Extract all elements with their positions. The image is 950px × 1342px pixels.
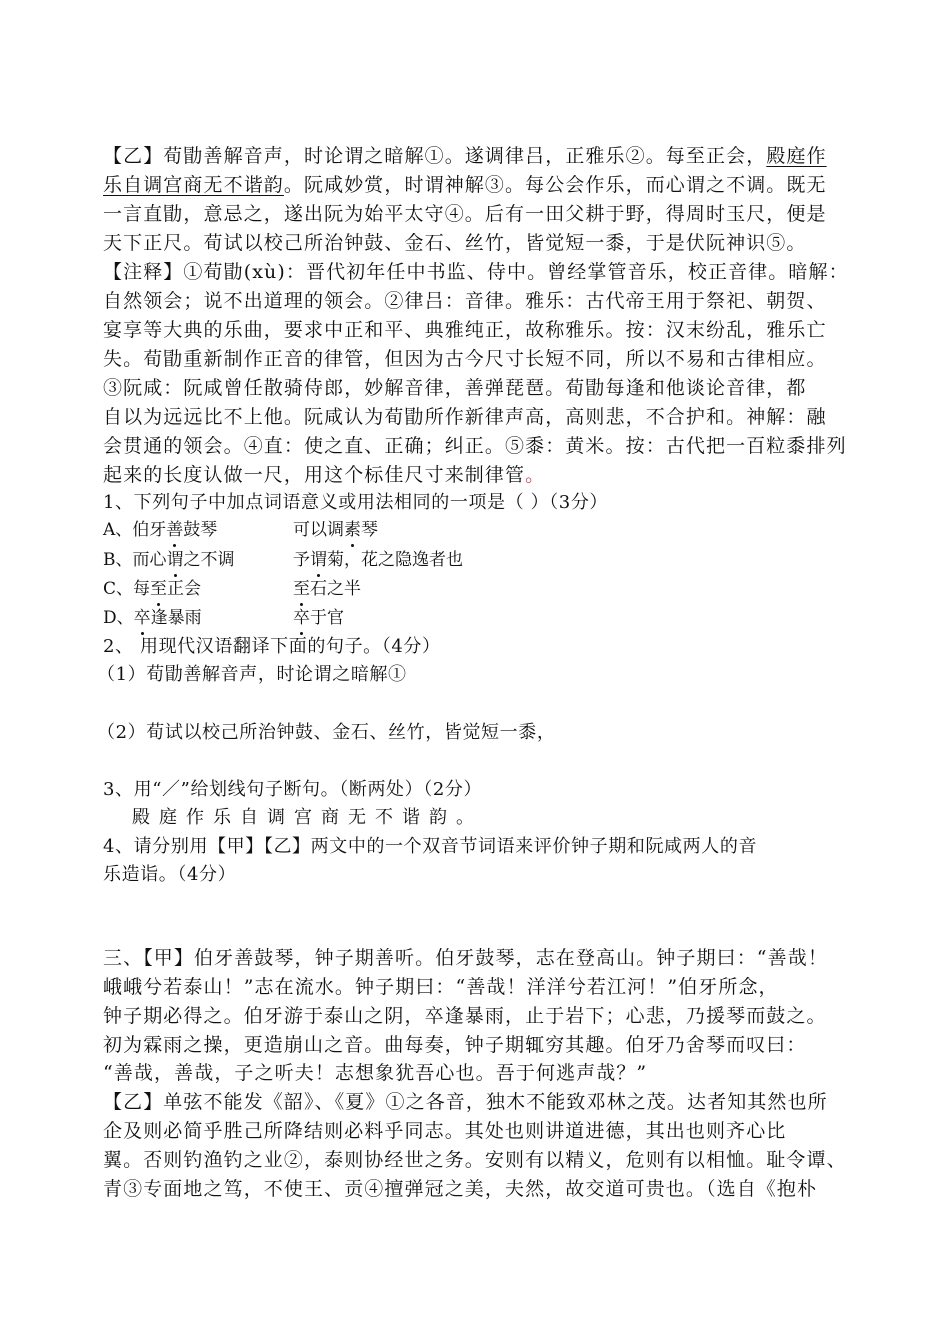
notes-line-5: ③阮咸：阮咸曾任散骑侍郎，妙解音律，善弹琵琶。荀勖每逢和他谈论音律，都 — [103, 377, 807, 399]
s3-yi-line-3: 翼。否则钓渔钓之业②，泰则协经世之务。安则有以精义，危则有以相恤。耻令谭、 — [103, 1149, 847, 1171]
s3-jia-line-1: 三、【甲】伯牙善鼓琴，钟子期善听。伯牙鼓琴，志在登高山。钟子期曰：“善哉！ — [103, 947, 828, 969]
q1-option-a-left — [103, 518, 217, 542]
notes-line-2: 自然领会；说不出道理的领会。②律吕：音律。雅乐：古代帝王用于祭祀、朝贺、 — [103, 290, 827, 312]
red-period: 。 — [525, 464, 546, 486]
text-segment: 菊，花之隐逸者也 — [327, 550, 463, 570]
option-letter: A、 — [103, 520, 133, 540]
dotted-word: 卒 — [293, 608, 310, 628]
text-segment: 正会 — [167, 579, 202, 599]
s3-yi-line-4: 青③专面地之笃，不使王、贡④擅弹冠之美，夫然，故交道可贵也。（选自《抱朴 — [103, 1178, 818, 1200]
yi-passage-line-2 — [103, 172, 827, 198]
s3-yi-line-1: 【乙】单弦不能发《韶》、《夏》①之各音，独木不能致邓林之茂。达者知其然也所 — [103, 1091, 828, 1113]
yi-passage-line-4: 天下正尺。荀试以校己所治钟鼓、金石、丝竹，皆觉短一黍，于是伏阮神识⑤。 — [103, 232, 807, 254]
option-letter: D、 — [103, 608, 134, 628]
dotted-word: 谓 — [166, 550, 184, 570]
text-segment: 逢暴雨 — [150, 608, 202, 628]
q1-option-b-right — [293, 548, 463, 572]
s3-yi-line-2: 企及则必简乎胜己所降结则必料乎同志。其处也则讲道进德，其出也则齐心比 — [103, 1120, 787, 1142]
q1-option-c-right — [293, 577, 361, 601]
q3-stem: 3、用“／”给划线句子断句。（断两处）（2分） — [103, 779, 483, 800]
dotted-word: 素 — [344, 520, 361, 540]
notes-line-3: 宴享等大典的乐曲，要求中正和平、典雅纯正，故称雅乐。按：汉末纷乱，雅乐亡 — [103, 319, 827, 341]
text-segment: 之不调 — [183, 550, 235, 570]
dotted-word: 善 — [166, 520, 184, 540]
q2-stem: 2、 用现代汉语翻译下面的句子。（4分） — [103, 636, 441, 657]
q1-stem: 1、下列句子中加点词语意义或用法相同的一项是（ ）（3分） — [103, 492, 609, 513]
dotted-word: 至 — [293, 579, 310, 599]
text-segment: 。阮咸妙赏，时谓神解③。每公会作乐，而心谓之不调。既无 — [283, 174, 827, 196]
text-segment: 而心 — [132, 550, 167, 570]
text-segment: 每 — [133, 579, 151, 599]
s3-jia-line-5: “善哉，善哉，子之听夫！志想象犹吾心也。吾于何逃声哉？” — [103, 1062, 648, 1084]
yi-passage-line-1 — [103, 143, 827, 169]
dotted-word: 至 — [150, 579, 168, 599]
q1-option-a-right — [293, 518, 378, 542]
dotted-word: 卒 — [133, 608, 151, 628]
q1-option-b-left — [103, 548, 235, 572]
s3-jia-line-4: 初为霖雨之操，更造崩山之音。曲每奏，钟子期辄穷其趣。伯牙乃舍琴而叹曰： — [103, 1034, 807, 1056]
q1-option-d-left — [103, 606, 202, 630]
text-segment: 起来的长度认做一尺，用这个标佳尺寸来制律管 — [103, 464, 526, 486]
text-segment: 予 — [293, 550, 310, 570]
text-segment: 于官 — [310, 608, 344, 628]
text-segment: 可以调 — [293, 520, 344, 540]
q2-sentence-1: （1）荀勖善解音声，时论谓之暗解① — [97, 664, 407, 685]
q1-option-d-right — [293, 606, 344, 630]
notes-line-7: 会贯通的领会。④直：使之直、正确；纠正。⑤黍：黄米。按：古代把一百粒黍排列 — [103, 435, 847, 457]
text-segment: 琴 — [361, 520, 378, 540]
notes-line-1: 【注释】①荀勖(xù)：晋代初年任中书监、侍中。曾经掌管音乐，校正音律。暗解： — [103, 261, 849, 283]
underlined-sentence-part-1: 殿庭作 — [766, 145, 827, 167]
s3-jia-line-3: 钟子期必得之。伯牙游于泰山之阴，卒逢暴雨，止于岩下；心悲，乃援琴而鼓之。 — [103, 1005, 827, 1027]
notes-line-4: 失。荀勖重新制作正音的律管，但因为古今尺寸长短不同，所以不易和古律相应。 — [103, 348, 827, 370]
q4-line-2: 乐造诣。（4分） — [103, 864, 237, 885]
s3-jia-line-2: 峨峨兮若泰山！”志在流水。钟子期曰：“善哉！洋洋兮若江河！”伯牙所念， — [103, 976, 779, 998]
q3-sentence: 殿庭作乐自调宫商无不谐韵。 — [132, 807, 483, 828]
yi-passage-line-3: 一言直勖，意忌之，遂出阮为始平太守④。后有一田父耕于野，得周时玉尺，便是 — [103, 203, 827, 225]
q4-line-1: 4、请分别用【甲】【乙】两文中的一个双音节词语来评价钟子期和阮咸两人的音 — [103, 836, 758, 857]
text-segment: 石之半 — [310, 579, 361, 599]
notes-line-6: 自以为远远比不上他。阮咸认为荀勖所作新律声高，高则悲，不合护和。神解：融 — [103, 406, 827, 428]
dotted-word: 谓 — [310, 550, 327, 570]
q1-option-c-left — [103, 577, 201, 601]
option-letter: B、 — [103, 550, 133, 570]
text-segment: 鼓琴 — [183, 520, 218, 540]
text-segment: 伯牙 — [132, 520, 167, 540]
text-segment: 【乙】荀勖善解音声，时论谓之暗解①。遂调律吕，正雅乐②。每至正会， — [103, 145, 767, 167]
underlined-sentence-part-2: 乐自调宫商无不谐韵 — [103, 174, 284, 196]
option-letter: C、 — [103, 579, 134, 599]
q2-sentence-2: （2）荀试以校己所治钟鼓、金石、丝竹，皆觉短一黍， — [97, 722, 556, 743]
notes-line-8 — [103, 462, 545, 488]
